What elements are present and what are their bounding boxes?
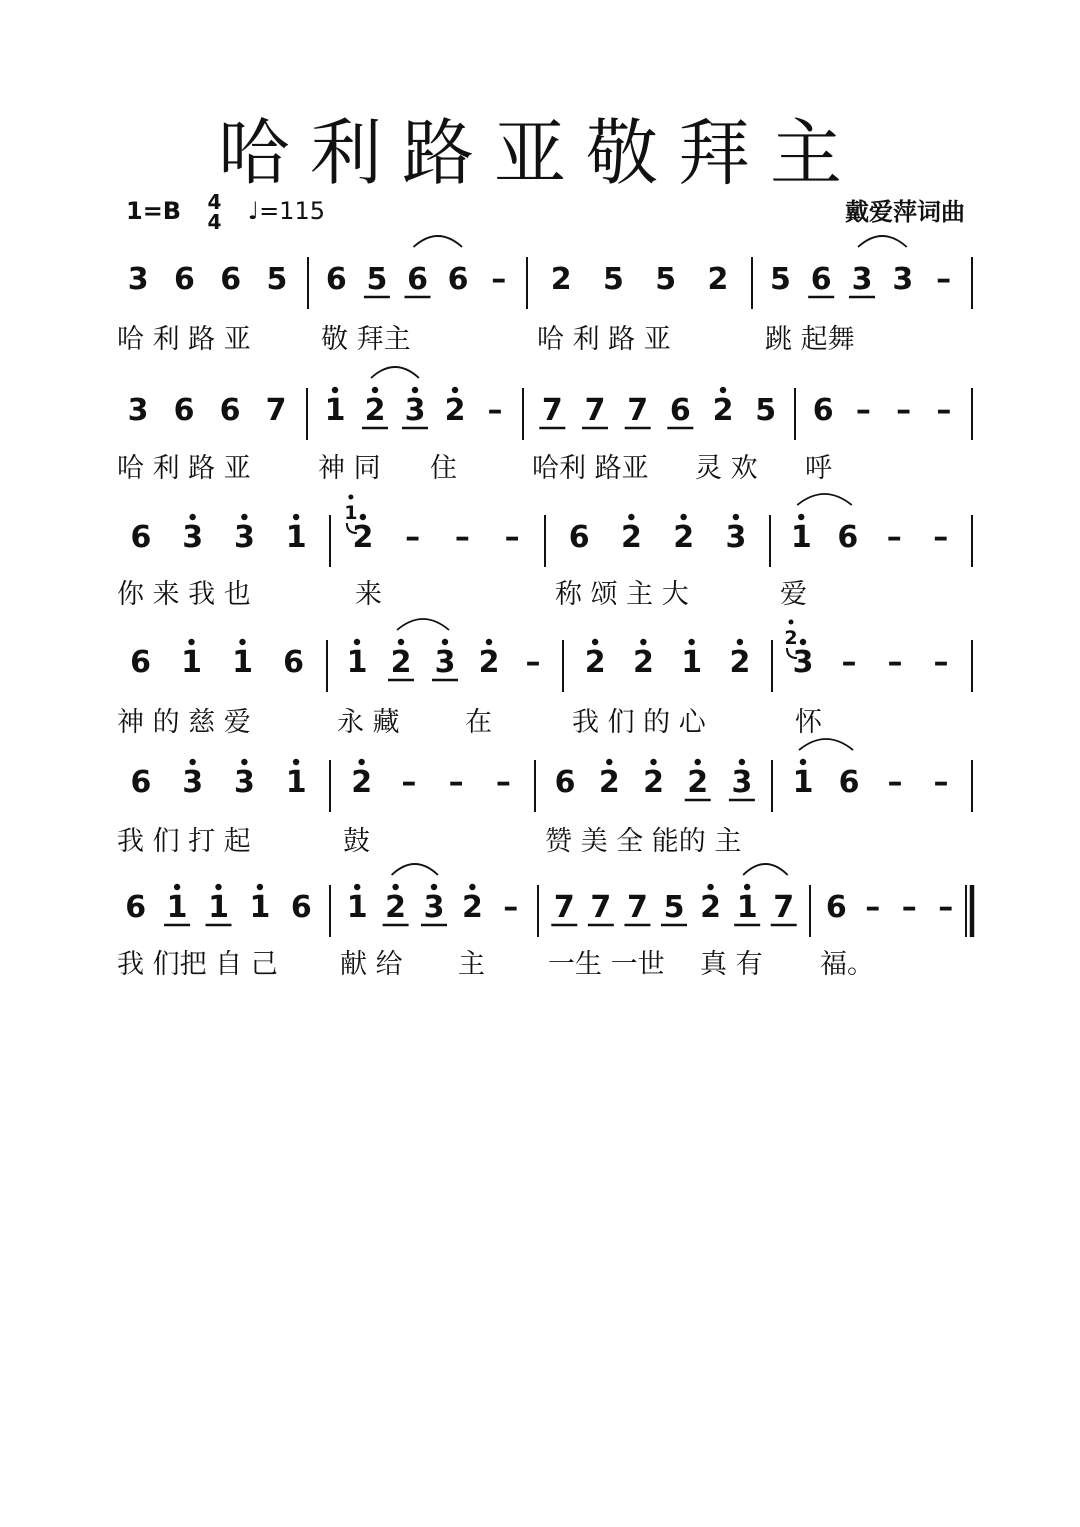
high-octave-dot <box>800 639 806 645</box>
lyric: 赞 美 全 能的 主 <box>545 826 742 857</box>
note: 3 <box>127 262 149 297</box>
note: 2 <box>478 645 500 680</box>
score-system <box>117 739 972 857</box>
high-octave-dot <box>442 639 448 645</box>
lyric: 跳 起舞 <box>765 324 855 355</box>
note: 2 <box>712 393 734 428</box>
high-octave-dot <box>737 639 743 645</box>
song-title: 哈利路亚敬拜主 <box>217 111 862 195</box>
note: 7 <box>265 393 287 428</box>
lyric: 福。 <box>820 949 874 980</box>
note: 2 <box>550 262 572 297</box>
dash-extension: – <box>865 890 881 925</box>
dash-extension: – <box>936 393 952 428</box>
lyric: 哈 利 路 亚 <box>117 453 251 484</box>
lyric: 住 <box>430 453 457 484</box>
high-octave-dot <box>293 759 299 765</box>
note: 3 <box>233 520 255 555</box>
tie-slur <box>797 494 852 505</box>
note: 7 <box>584 393 606 428</box>
note: 2 <box>364 393 386 428</box>
lyric: 敬 拜主 <box>321 324 411 355</box>
dash-extension: – <box>933 645 949 680</box>
lyric: 主 <box>458 949 485 980</box>
note: 7 <box>590 890 612 925</box>
dash-extension: – <box>401 765 417 800</box>
note: 1 <box>208 890 229 925</box>
dash-extension: – <box>938 890 954 925</box>
note: 6 <box>810 262 832 297</box>
high-octave-dot <box>215 884 221 890</box>
note: 6 <box>325 262 347 297</box>
high-octave-dot <box>431 884 437 890</box>
dash-extension: – <box>855 393 871 428</box>
tie-slur <box>371 367 419 378</box>
high-octave-dot <box>720 387 726 393</box>
lyric: 我 们 的 心 <box>572 707 706 738</box>
note: 2 <box>620 520 642 555</box>
high-octave-dot <box>293 514 299 520</box>
score-system <box>117 619 972 738</box>
dash-extension: – <box>933 520 949 555</box>
tie-slur <box>799 739 853 750</box>
note: 1 <box>249 890 271 925</box>
note: 1 <box>181 645 202 680</box>
note: 2 <box>444 393 466 428</box>
note: 2 <box>687 765 709 800</box>
note: 2 <box>632 645 654 680</box>
note: 2 <box>352 520 374 555</box>
note: 1 <box>681 645 703 680</box>
lyric: 哈 利 路 亚 <box>117 324 251 355</box>
dash-extension: – <box>504 520 520 555</box>
lyric: 我 们 打 起 <box>117 826 251 857</box>
dash-extension: – <box>886 520 902 555</box>
note: 1 <box>736 890 758 925</box>
high-octave-dot <box>392 884 398 890</box>
dash-extension: – <box>454 520 470 555</box>
tie-slur <box>397 619 449 630</box>
note: 2 <box>707 262 729 297</box>
note: 6 <box>568 520 590 555</box>
score-system <box>117 236 972 355</box>
note: 3 <box>731 765 753 800</box>
lyric: 鼓 <box>343 826 370 857</box>
note: 7 <box>773 890 795 925</box>
note: 2 <box>643 765 664 800</box>
note: 7 <box>626 890 648 925</box>
note: 3 <box>404 393 426 428</box>
dash-extension: – <box>491 262 507 297</box>
lyric: 一生 一世 <box>548 949 665 980</box>
note: 3 <box>792 645 814 680</box>
note: 2 <box>584 645 606 680</box>
note: 3 <box>423 890 445 925</box>
note: 1 <box>346 890 368 925</box>
note: 1 <box>346 645 368 680</box>
high-octave-dot <box>640 639 646 645</box>
note: 2 <box>673 520 695 555</box>
note: 5 <box>769 262 791 297</box>
key-signature: 1=B <box>126 197 182 225</box>
dash-extension: – <box>405 520 421 555</box>
dash-extension: – <box>933 765 949 800</box>
high-octave-dot <box>257 884 263 890</box>
note: 5 <box>602 262 624 297</box>
grace-note: 2 <box>784 627 798 649</box>
note: 1 <box>285 765 307 800</box>
note: 6 <box>837 520 859 555</box>
lyric: 在 <box>465 707 492 738</box>
lyric: 哈 利 路 亚 <box>537 324 671 355</box>
high-octave-dot <box>800 759 806 765</box>
note: 6 <box>173 262 195 297</box>
grace-dot <box>789 620 794 625</box>
note: 1 <box>790 520 812 555</box>
dash-extension: – <box>896 393 912 428</box>
tie-slur <box>392 864 438 875</box>
note: 5 <box>266 262 288 297</box>
dash-extension: – <box>887 645 903 680</box>
note: 6 <box>447 262 469 297</box>
note: 3 <box>182 765 204 800</box>
tie-slur <box>414 236 463 247</box>
note: 6 <box>220 262 242 297</box>
note: 7 <box>627 393 649 428</box>
lyric: 哈利 路亚 <box>532 453 649 484</box>
high-octave-dot <box>354 639 360 645</box>
high-octave-dot <box>469 884 475 890</box>
note: 6 <box>173 393 195 428</box>
note: 7 <box>541 393 563 428</box>
high-octave-dot <box>680 514 686 520</box>
lyric: 献 给 <box>340 949 403 980</box>
lyric: 呼 <box>805 453 832 484</box>
lyric: 灵 欢 <box>695 453 758 484</box>
note: 5 <box>655 262 677 297</box>
high-octave-dot <box>592 639 598 645</box>
lyric: 称 颂 主 大 <box>555 579 689 610</box>
note: 3 <box>725 520 747 555</box>
grace-note: 1 <box>344 502 358 524</box>
high-octave-dot <box>372 387 378 393</box>
note: 6 <box>125 890 147 925</box>
lyric: 神 的 慈 爱 <box>117 707 251 738</box>
dash-extension: – <box>936 262 952 297</box>
high-octave-dot <box>360 514 366 520</box>
high-octave-dot <box>174 884 180 890</box>
high-octave-dot <box>739 759 745 765</box>
high-octave-dot <box>695 759 701 765</box>
high-octave-dot <box>188 639 194 645</box>
high-octave-dot <box>398 639 404 645</box>
note: 6 <box>283 645 304 680</box>
note: 6 <box>407 262 428 297</box>
high-octave-dot <box>189 759 195 765</box>
note: 5 <box>663 890 685 925</box>
high-octave-dot <box>798 514 804 520</box>
high-octave-dot <box>606 759 612 765</box>
note: 6 <box>130 645 151 680</box>
high-octave-dot <box>354 884 360 890</box>
note: 6 <box>130 765 152 800</box>
dash-extension: – <box>503 890 519 925</box>
note: 7 <box>553 890 575 925</box>
note: 1 <box>285 520 307 555</box>
score-system <box>117 494 972 610</box>
high-octave-dot <box>332 387 338 393</box>
high-octave-dot <box>628 514 634 520</box>
note: 2 <box>385 890 407 925</box>
note: 5 <box>366 262 388 297</box>
lyric: 来 <box>355 579 382 610</box>
author-credit: 戴爱萍词曲 <box>845 198 965 226</box>
dash-extension: – <box>487 393 503 428</box>
high-octave-dot <box>486 639 492 645</box>
note: 6 <box>554 765 576 800</box>
tempo-marking: ♩=115 <box>247 197 325 225</box>
note: 6 <box>825 890 847 925</box>
dash-extension: – <box>448 765 464 800</box>
note: 2 <box>351 765 373 800</box>
note: 3 <box>182 520 204 555</box>
high-octave-dot <box>452 387 458 393</box>
high-octave-dot <box>189 514 195 520</box>
note: 6 <box>290 890 312 925</box>
time-denominator: 4 <box>207 210 222 234</box>
lyric: 神 同 <box>318 453 381 484</box>
high-octave-dot <box>358 759 364 765</box>
note: 1 <box>792 765 814 800</box>
high-octave-dot <box>241 514 247 520</box>
note: 2 <box>461 890 483 925</box>
dash-extension: – <box>525 645 541 680</box>
note: 3 <box>434 645 456 680</box>
note: 2 <box>700 890 722 925</box>
tie-slur <box>858 236 907 247</box>
grace-dot <box>348 495 353 500</box>
note: 2 <box>729 645 751 680</box>
note: 3 <box>233 765 255 800</box>
lyric: 我 们把 自 己 <box>117 949 278 980</box>
high-octave-dot <box>707 884 713 890</box>
note: 6 <box>669 393 691 428</box>
score-system <box>117 864 972 980</box>
note: 6 <box>130 520 152 555</box>
note: 2 <box>390 645 412 680</box>
note: 6 <box>838 765 860 800</box>
high-octave-dot <box>650 759 656 765</box>
dash-extension: – <box>841 645 857 680</box>
time-numerator: 4 <box>207 190 222 214</box>
tie-slur <box>743 864 788 875</box>
note: 3 <box>851 262 873 297</box>
note: 2 <box>598 765 620 800</box>
lyric: 怀 <box>795 707 822 738</box>
note: 5 <box>755 393 777 428</box>
high-octave-dot <box>733 514 739 520</box>
score-system <box>117 367 972 484</box>
dash-extension: – <box>901 890 917 925</box>
note: 1 <box>166 890 188 925</box>
note: 6 <box>219 393 241 428</box>
high-octave-dot <box>688 639 694 645</box>
note: 1 <box>324 393 346 428</box>
lyric: 爱 <box>780 579 807 610</box>
dash-extension: – <box>887 765 903 800</box>
note: 6 <box>812 393 834 428</box>
high-octave-dot <box>744 884 750 890</box>
note: 3 <box>892 262 914 297</box>
lyric: 真 有 <box>700 949 763 980</box>
high-octave-dot <box>241 759 247 765</box>
high-octave-dot <box>239 639 245 645</box>
note: 1 <box>232 645 253 680</box>
lyric: 你 来 我 也 <box>117 579 251 610</box>
lyric: 永 藏 <box>337 707 400 738</box>
high-octave-dot <box>412 387 418 393</box>
dash-extension: – <box>495 765 511 800</box>
note: 3 <box>127 393 149 428</box>
